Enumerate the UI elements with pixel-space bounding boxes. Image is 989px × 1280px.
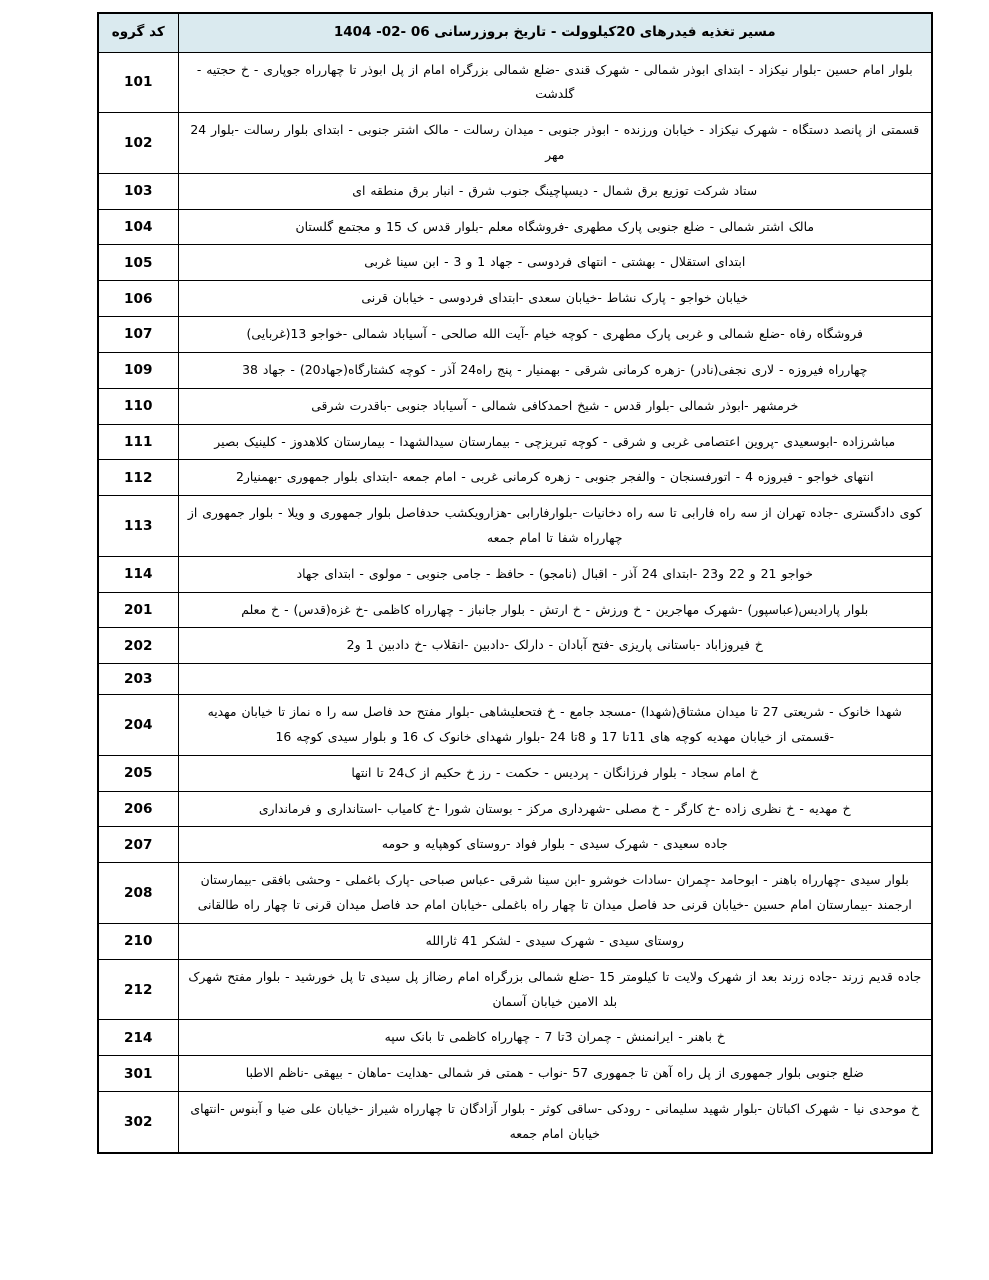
table-row: [98, 245, 932, 281]
group-code-cell: 113: [98, 496, 178, 557]
table-row: [98, 755, 932, 791]
group-code-cell: 214: [98, 1020, 178, 1056]
table-row: [98, 923, 932, 959]
group-code-cell: 210: [98, 923, 178, 959]
group-code-cell: 207: [98, 827, 178, 863]
route-cell: ستاد شرکت توزیع برق شمال - دیسپاچینگ جنوب شرق - انبار برق منطقه ای: [178, 173, 932, 209]
group-code-cell: 302: [98, 1091, 178, 1152]
route-cell: خ فیروزاباد -باستانی پاریزی -فتح آبادان - دارلک -دادبین -انقلاب -خ دادبین 1 و2: [178, 628, 932, 664]
group-code-cell: 109: [98, 352, 178, 388]
group-code-cell: 104: [98, 209, 178, 245]
route-cell: جاده سعیدی - شهرک سیدی - بلوار فواد -روستای کوهپایه و حومه: [178, 827, 932, 863]
group-code-cell: 114: [98, 556, 178, 592]
route-cell: خ مهدیه - خ نظری زاده -خ کارگر - خ مصلی -شهرداری مرکز - بوستان شورا -خ کامیاب -استانداری و فرمانداری: [178, 791, 932, 827]
route-cell: خ امام سجاد - بلوار فرزانگان - پردیس - حکمت - رز خ حکیم از ک24 تا انتها: [178, 755, 932, 791]
group-code-cell: 101: [98, 52, 178, 113]
group-code-cell: 202: [98, 628, 178, 664]
table-body: [98, 52, 932, 1153]
route-cell: مباشرزاده -ابوسعیدی -پروین اعتصامی غربی و شرقی - کوچه تبریزچی - بیمارستان سیدالشهدا - بیمارستان کلاهدوز - کلینیک بصیر: [178, 424, 932, 460]
route-cell: خ موحدی نیا - شهرک اکباتان -بلوار شهید سلیمانی - رودکی -ساقی کوثر - بلوار آزادگان تا چهارراه شیراز -خیابان علی ضیا و آبنوس -انتهای خیابان امام جمعه: [178, 1091, 932, 1152]
route-cell: مالک اشتر شمالی - ضلع جنوبی پارک مطهری -فروشگاه معلم -بلوار قدس ک 15 و مجتمع گلستان: [178, 209, 932, 245]
table-row: [98, 1020, 932, 1056]
table-row: [98, 1056, 932, 1092]
table-row: [98, 959, 932, 1020]
group-code-cell: 110: [98, 388, 178, 424]
group-code-cell: 206: [98, 791, 178, 827]
group-code-cell: 107: [98, 317, 178, 353]
table-row: [98, 1091, 932, 1152]
table-row: [98, 695, 932, 756]
route-cell: فروشگاه رفاه -ضلع شمالی و غربی پارک مطهری - کوچه خیام -آیت الله صالحی - آسیاباد شمالی -خواجو 13(غربایی): [178, 317, 932, 353]
group-code-cell: 102: [98, 113, 178, 174]
route-cell: روستای سیدی - شهرک سیدی - لشکر 41 ثارالله: [178, 923, 932, 959]
table-row: [98, 317, 932, 353]
group-code-cell: 205: [98, 755, 178, 791]
table-row: [98, 628, 932, 664]
route-cell: خیابان خواجو - پارک نشاط -خیابان سعدی -ابتدای فردوسی - خیابان قرنی: [178, 281, 932, 317]
table-row: [98, 827, 932, 863]
group-code-cell: 103: [98, 173, 178, 209]
table-header-row: [98, 13, 932, 52]
table-row: [98, 460, 932, 496]
table-row: [98, 173, 932, 209]
table-row: [98, 863, 932, 924]
route-cell: ضلع جنوبی بلوار جمهوری از پل راه آهن تا جمهوری 57 -نواب - همتی فر شمالی -هدایت -ماهان - بیهقی -ناظم الاطبا: [178, 1056, 932, 1092]
route-cell: خ باهنر - ایرانمنش - چمران 3تا 7 - چهارراه کاظمی تا بانک سپه: [178, 1020, 932, 1056]
group-code-cell: 201: [98, 592, 178, 628]
table-row: [98, 352, 932, 388]
table-row: [98, 209, 932, 245]
table-header: [98, 13, 932, 52]
table-row: [98, 388, 932, 424]
table-row: [98, 664, 932, 695]
group-code-cell: 208: [98, 863, 178, 924]
column-header-route: مسیر تغذیه فیدرهای 20کیلوولت - تاریخ بروزرسانی 06 -02- 1404: [178, 13, 932, 52]
route-cell: قسمتی از پانصد دستگاه - شهرک نیکزاد - خیابان ورزنده - ابوذر جنوبی - میدان رسالت - مالک اشتر جنوبی - ابتدای بلوار رسالت -بلوار 24 مهر: [178, 113, 932, 174]
route-cell: جاده قدیم زرند -جاده زرند بعد از شهرک ولایت تا کیلومتر 15 -ضلع شمالی بزرگراه امام رضااز پل سیدی تا پل خورشید - بلوار مفتح شهرک بلد الامین خیابان آسمان: [178, 959, 932, 1020]
table-row: [98, 52, 932, 113]
route-cell: انتهای خواجو - فیروزه 4 - اتورفسنجان - والفجر جنوبی - زهره کرمانی غربی - امام جمعه -ابتدای بلوار جمهوری -بهمنیار2: [178, 460, 932, 496]
group-code-cell: 112: [98, 460, 178, 496]
route-cell: خرمشهر -ابوذر شمالی -بلوار قدس - شیخ احمدکافی شمالی - آسیاباد جنوبی -باقدرت شرقی: [178, 388, 932, 424]
group-code-cell: 212: [98, 959, 178, 1020]
route-cell: ابتدای استقلال - بهشتی - انتهای فردوسی - جهاد 1 و 3 - ابن سینا غربی: [178, 245, 932, 281]
route-cell: چهارراه فیروزه - لاری نجفی(نادر) -زهره کرمانی شرقی - بهمنیار - پنج راه24 آذر - کوچه کشتارگاه(جهاد20) - جهاد 38: [178, 352, 932, 388]
route-cell: [178, 664, 932, 695]
group-code-cell: 203: [98, 664, 178, 695]
route-cell: شهدا خانوک - شریعتی 27 تا میدان مشتاق(شهدا) -مسجد جامع - خ فتحعلیشاهی -بلوار مفتح حد فاصل سه را ه نماز تا خیابان مهدیه -قسمتی از خیابان مهدیه کوچه های 11تا 17 و 8تا 24 -بلوار شهدای خانوک ک 16 و بلوار سیدی کوچه 16: [178, 695, 932, 756]
table-row: [98, 791, 932, 827]
route-cell: کوی دادگستری -جاده تهران از سه راه فارابی تا سه راه دخانیات -بلوارفارابی -هزارویکشب حدفاصل بلوار جمهوری و ویلا - بلوار جمهوری از چهارراه شفا تا امام جمعه: [178, 496, 932, 557]
route-cell: بلوار پارادیس(عباسپور) -شهرک مهاجرین - خ ورزش - خ ارتش - بلوار جانباز - چهارراه کاظمی -خ غزه(قدس) - خ معلم: [178, 592, 932, 628]
table-row: [98, 556, 932, 592]
group-code-cell: 111: [98, 424, 178, 460]
table-row: [98, 496, 932, 557]
table-row: [98, 592, 932, 628]
feeder-routes-table: [97, 12, 933, 1154]
route-cell: بلوار سیدی -چهارراه باهنر - ابوحامد -چمران -سادات خوشرو -ابن سینا شرقی -عباس صباحی -پارک باغملی - وحشی بافقی -بیمارستان ارجمند -بیمارستان امام حسین -خیابان قرنی حد فاصل میدان تا چهار راه باغملی -خیابان امام حد فاصل میدان قرنی تا چهار راه طالقانی: [178, 863, 932, 924]
table-row: [98, 113, 932, 174]
route-cell: بلوار امام حسین -بلوار نیکزاد - ابتدای ابوذر شمالی - شهرک قندی -ضلع شمالی بزرگراه امام از پل ابوذر تا چهارراه جوپاری - خ حجتیه - گلدشت: [178, 52, 932, 113]
table-row: [98, 281, 932, 317]
column-header-group-code: کد گروه: [98, 13, 178, 52]
group-code-cell: 204: [98, 695, 178, 756]
group-code-cell: 106: [98, 281, 178, 317]
group-code-cell: 301: [98, 1056, 178, 1092]
group-code-cell: 105: [98, 245, 178, 281]
route-cell: خواجو 21 و 22 و23 -ابتدای 24 آذر - اقبال (نامجو) - حافظ - جامی جنوبی - مولوی - ابتدای جهاد: [178, 556, 932, 592]
table-row: [98, 424, 932, 460]
